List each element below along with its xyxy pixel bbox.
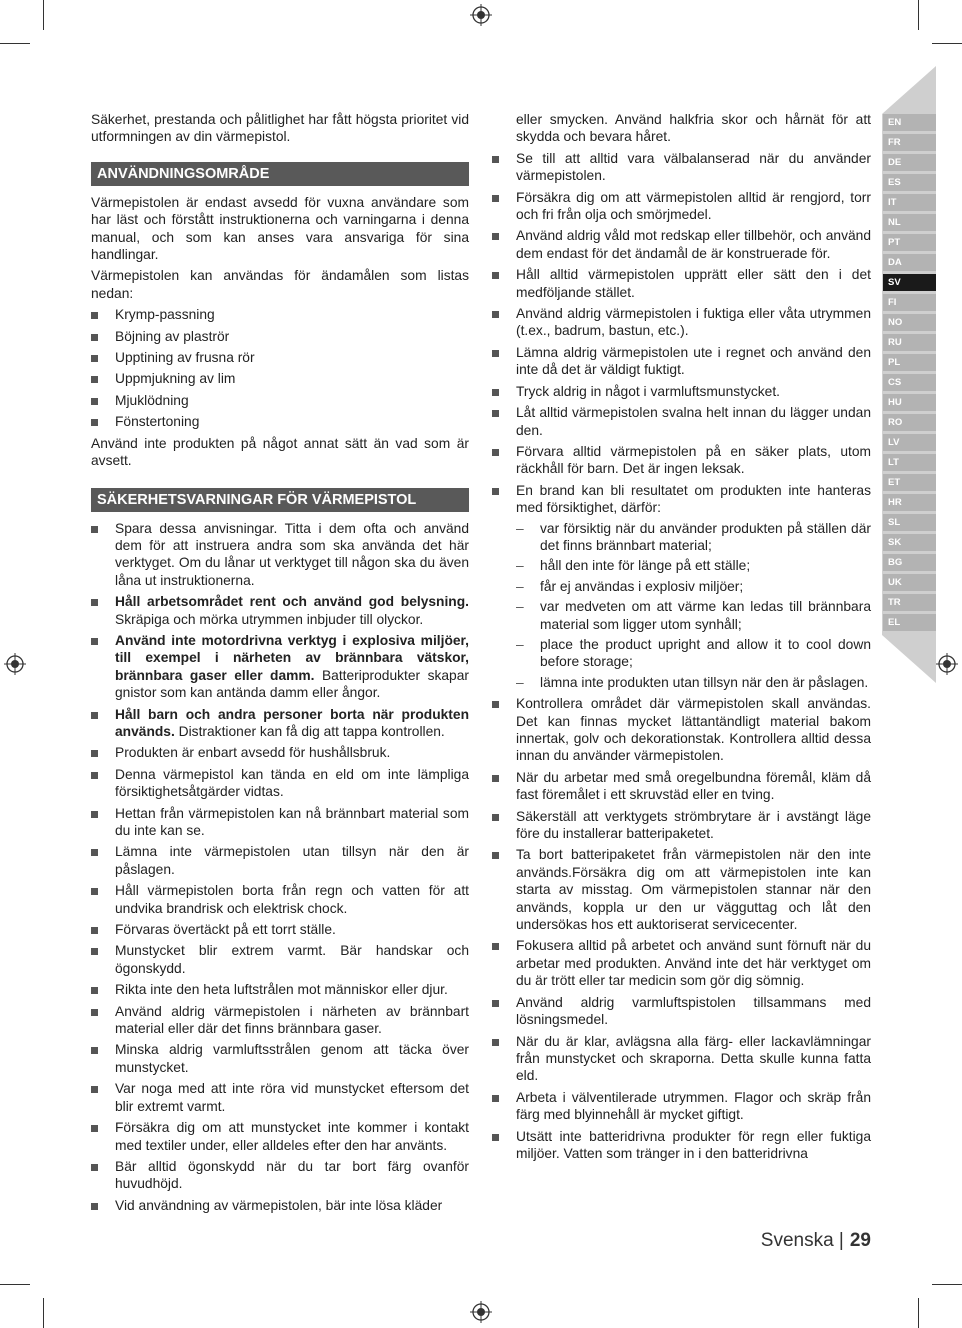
list-item bbox=[91, 744, 469, 761]
list-item: Försäkra dig om att värmepistolen alltid är rengjord, torr och fri från olja och smörjmedel. bbox=[492, 189, 871, 224]
item-text: Batteriprodukter skapar gnistor som kan antända damm eller ångor. bbox=[115, 667, 469, 701]
bold-lead: Håll barn och andra personer borta när produkten används. bbox=[115, 706, 469, 739]
list-item: – place the product upright and allow it to cool down before storage; bbox=[516, 636, 871, 671]
tab-ru[interactable]: RU bbox=[883, 334, 936, 351]
tab-sl[interactable]: SL bbox=[883, 514, 936, 531]
page-footer bbox=[761, 1230, 871, 1252]
tab-bg[interactable]: BG bbox=[883, 554, 936, 571]
list-item bbox=[91, 632, 469, 702]
item-text: Bär alltid ögonskydd när du tar bort färg ovanför huvudhöjd. bbox=[115, 1158, 469, 1192]
item-text: Minska aldrig varmluftsstrålen genom att täcka över munstycket. bbox=[115, 1042, 469, 1075]
tab-cs[interactable]: CS bbox=[883, 374, 936, 391]
list-item: Se till att alltid vara välbalanserad när du använder värmepistolen. bbox=[492, 150, 871, 185]
item-text: Produkten är enbart avsedd för hushållsbruk. bbox=[115, 745, 391, 761]
item-text: Rikta inte den heta luftstrålen mot människor eller djur. bbox=[115, 982, 448, 998]
safety-list bbox=[91, 520, 469, 1215]
usage-paragraph: Värmepistolen är endast avsedd för vuxna användare som har läst och förstått instruktionerna och varningarna i denna manual, och som kan anses vara ansvariga för sina handlingar. bbox=[91, 194, 469, 263]
list-item: Krymp-passning bbox=[91, 306, 469, 323]
item-text: Hettan från värmepistolen kan nå brännbart material som du inte kan se. bbox=[115, 805, 469, 838]
list-item: Använd aldrig våld mot redskap eller tillbehör, och använd dem endast för det ändamål de är konstruerade för. bbox=[492, 227, 871, 262]
tab-es[interactable]: ES bbox=[883, 174, 936, 191]
list-item: Förvara alltid värmepistolen på en säker plats, utom räckhåll för barn. Det är ingen leksak. bbox=[492, 443, 871, 478]
safety-list-continued bbox=[492, 150, 871, 478]
list-item: Kontrollera området där värmepistolen skall användas. Det kan finnas mycket lättantändligt material bakom innertak, golv och dekorationstak. Kontrollera alltid dessa innan du använder värmepistolen. bbox=[492, 695, 871, 765]
tab-da[interactable]: DA bbox=[883, 254, 936, 271]
crop-mark bbox=[918, 1298, 919, 1328]
list-item bbox=[91, 1041, 469, 1076]
list-item bbox=[91, 706, 469, 741]
section-heading-safety: SÄKERHETSVARNINGAR FÖR VÄRMEPISTOL bbox=[91, 488, 469, 512]
tab-nl[interactable]: NL bbox=[883, 214, 936, 231]
tab-lv[interactable]: LV bbox=[883, 434, 936, 451]
tab-pl[interactable]: PL bbox=[883, 354, 936, 371]
registration-mark-icon bbox=[4, 653, 26, 675]
registration-mark-icon bbox=[470, 1301, 492, 1323]
item-text: Var noga med att inte röra vid munstycket eftersom det blir extremt varmt. bbox=[115, 1081, 469, 1114]
section-heading-usage: ANVÄNDNINGSOMRÅDE bbox=[91, 162, 469, 186]
tab-fr[interactable]: FR bbox=[883, 134, 936, 151]
item-text: Distraktioner kan få dig att tappa kontrollen. bbox=[174, 723, 445, 739]
tab-uk[interactable]: UK bbox=[883, 574, 936, 591]
tab-sv[interactable]: SV bbox=[883, 274, 936, 291]
list-item: – lämna inte produkten utan tillsyn när den är påslagen. bbox=[516, 674, 871, 691]
list-item: Tryck aldrig in något i varmluftsmunstycket. bbox=[492, 383, 871, 400]
list-item: När du arbetar med små oregelbundna föremål, kläm då fast föremålet i ett skruvstäd eller en tving. bbox=[492, 769, 871, 804]
tab-fi[interactable]: FI bbox=[883, 294, 936, 311]
item-text: Skräpiga och mörka utrymmen inbjuder till olyckor. bbox=[115, 611, 424, 627]
list-item: – var försiktig när du använder produkten på ställen där det finns brännbart material; bbox=[516, 520, 871, 555]
tab-lt[interactable]: LT bbox=[883, 454, 936, 471]
list-item: Böjning av plaströr bbox=[91, 328, 469, 345]
list-item bbox=[91, 1080, 469, 1115]
tab-hu[interactable]: HU bbox=[883, 394, 936, 411]
usage-list bbox=[91, 306, 469, 430]
list-item: Fönstertoning bbox=[91, 413, 469, 430]
item-text: Försäkra dig om att munstycket inte kommer i kontakt med textiler under, eller alldeles efter den har använts. bbox=[115, 1120, 469, 1153]
list-item: Ta bort batteripaketet från värmepistolen när den inte används.Försäkra dig om att värmepistolen inte kan starta av misstag. Om värmepistolen stannar när den används, koppla ur den ur vägguttag och låt den undersökas hos ett auktoriserat servicecenter. bbox=[492, 846, 871, 933]
list-item bbox=[91, 843, 469, 878]
item-text: Munstycket blir extrem varmt. Bär handskar och ögonskydd. bbox=[115, 943, 469, 976]
usage-paragraph: Använd inte produkten på något annat sätt än vad som är avsett. bbox=[91, 435, 469, 469]
item-text: Spara dessa anvisningar. Titta i dem ofta och använd dem för att instruera andra som ska använda det här verktyget. Om du lånar ut verktyget till någon ska du även låna ut instruktionerna. bbox=[115, 520, 469, 588]
crop-mark bbox=[43, 0, 44, 30]
list-item: Arbeta i välventilerade utrymmen. Flagor och skräp från färg med blyinnehåll är mycket giftigt. bbox=[492, 1089, 871, 1124]
list-item: Använd aldrig värmepistolen i fuktiga eller våta utrymmen (t.ex., badrum, bastun, etc.). bbox=[492, 305, 871, 340]
list-item bbox=[91, 921, 469, 938]
list-item: Låt alltid värmepistolen svalna helt innan du lägger undan den. bbox=[492, 404, 871, 439]
tab-sk[interactable]: SK bbox=[883, 534, 936, 551]
list-item: Håll alltid värmepistolen upprätt eller sätt den i det medföljande stället. bbox=[492, 266, 871, 301]
tab-tr[interactable]: TR bbox=[883, 594, 936, 611]
tab-hr[interactable]: HR bbox=[883, 494, 936, 511]
list-item bbox=[91, 942, 469, 977]
list-item bbox=[91, 882, 469, 917]
list-item bbox=[91, 520, 469, 590]
item-text: Vid användning av värmepistolen, bär inte lösa kläder bbox=[115, 1197, 443, 1213]
list-item bbox=[91, 1003, 469, 1038]
list-item: Lämna aldrig värmepistolen ute i regnet och använd den inte då det är väldigt fuktigt. bbox=[492, 344, 871, 379]
registration-mark-icon bbox=[470, 4, 492, 26]
fire-warning-list bbox=[492, 482, 871, 691]
usage-paragraph: Värmepistolen kan användas för ändamålen som listas nedan: bbox=[91, 268, 469, 301]
fire-sub-list bbox=[516, 520, 871, 692]
tab-it[interactable]: IT bbox=[883, 194, 936, 211]
item-text: Håll värmepistolen borta från regn och vatten för att undvika brandrisk och elektrisk chock. bbox=[115, 883, 469, 916]
crop-mark bbox=[932, 43, 962, 44]
tab-el[interactable]: EL bbox=[883, 614, 936, 631]
footer-language: Svenska | bbox=[760, 1230, 844, 1251]
list-item: – får ej användas i explosiv miljöer; bbox=[516, 578, 871, 595]
list-item: Fokusera alltid på arbetet och använd sunt förnuft när du arbetar med produkten. Använd inte det här verktyget om du är trött eller tar medicin som gör dig sömnig. bbox=[492, 937, 871, 989]
tab-no[interactable]: NO bbox=[883, 314, 936, 331]
list-item: Upptining av frusna rör bbox=[91, 349, 469, 366]
list-item: Mjuklödning bbox=[91, 392, 469, 409]
item-text: Denna värmepistol kan tända en eld om inte lämpliga försiktighetsåtgärder vidtas. bbox=[115, 766, 469, 800]
list-item: När du är klar, avlägsna alla färg- eller lackavlämningar från munstycket och skraporna. Detta skulle kunna fatta eld. bbox=[492, 1033, 871, 1085]
bold-lead: Använd inte motordrivna verktyg i explosiva miljöer, till exempel i närheten av brännbara vätskor, brännbara gaser eller damm. bbox=[115, 632, 469, 683]
page-number: 29 bbox=[849, 1230, 871, 1251]
registration-mark-icon bbox=[936, 653, 958, 675]
list-item bbox=[91, 593, 469, 628]
list-item bbox=[91, 981, 469, 998]
list-item: Säkerställ att verktygets strömbrytare är i avstängt läge före du installerar batteripaketet. bbox=[492, 808, 871, 843]
list-item bbox=[492, 482, 871, 691]
list-item: Använd aldrig varmluftspistolen tillsammans med lösningsmedel. bbox=[492, 994, 871, 1029]
item-text: Förvaras övertäckt på ett torrt ställe. bbox=[115, 922, 336, 938]
crop-mark bbox=[0, 43, 30, 44]
continuation-text: eller smycken. Använd halkfria skor och hårnät för att skydda och bevara håret. bbox=[516, 112, 871, 145]
tab-de[interactable]: DE bbox=[883, 154, 936, 171]
right-column bbox=[492, 111, 871, 1166]
item-text: Lämna inte värmepistolen utan tillsyn när den är påslagen. bbox=[115, 844, 469, 877]
crop-mark bbox=[918, 0, 919, 30]
tab-et[interactable]: ET bbox=[883, 474, 936, 491]
tab-pt[interactable]: PT bbox=[883, 234, 936, 251]
left-column bbox=[91, 111, 469, 1218]
crop-mark bbox=[43, 1298, 44, 1328]
language-tab-strip bbox=[882, 66, 936, 683]
list-item bbox=[91, 1119, 469, 1154]
intro-text: Säkerhet, prestanda och pålitlighet har fått högsta prioritet vid utformningen av din värmepistol. bbox=[91, 112, 469, 145]
safety-list-continued bbox=[492, 695, 871, 1162]
list-item bbox=[91, 766, 469, 801]
item-text: Använd aldrig värmepistolen i närheten av brännbart material eller där det finns brännbara gaser. bbox=[115, 1003, 469, 1037]
bold-lead: Håll arbetsområdet rent och använd god belysning. bbox=[115, 594, 469, 610]
crop-mark bbox=[932, 1284, 962, 1285]
list-item: – håll den inte för länge på ett ställe; bbox=[516, 557, 871, 574]
list-item: Utsätt inte batteridrivna produkter för regn eller fuktiga miljöer. Vatten som tränger in i den batteridrivna bbox=[492, 1128, 871, 1163]
list-item bbox=[91, 805, 469, 840]
list-item bbox=[91, 1197, 469, 1214]
tab-en[interactable]: EN bbox=[883, 114, 936, 131]
crop-mark bbox=[0, 1284, 30, 1285]
fire-warning-text: En brand kan bli resultatet om produkten inte hanteras med försiktighet, därför: bbox=[516, 482, 871, 516]
list-item bbox=[91, 1158, 469, 1193]
list-item: – var medveten om att värme kan ledas till brännbara material som ligger utom synhåll; bbox=[516, 598, 871, 633]
tab-ro[interactable]: RO bbox=[883, 414, 936, 431]
list-item: Uppmjukning av lim bbox=[91, 370, 469, 387]
